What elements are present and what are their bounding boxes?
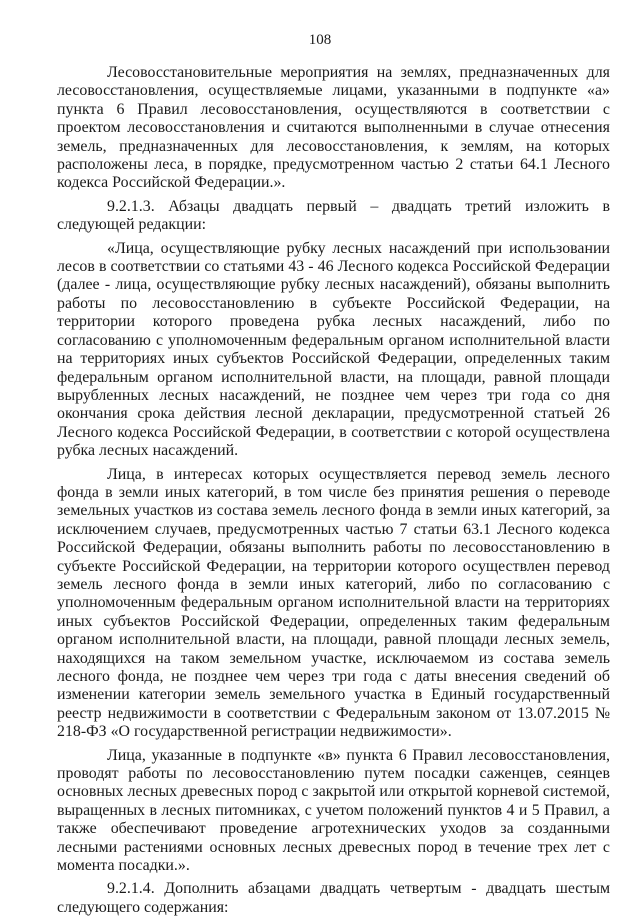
document-body	[57, 64, 610, 917]
page-number: 108	[308, 32, 332, 48]
paragraph-planting-works: Лица, указанные в подпункте «в» пункта 6 Правил лесовосстановления, проводят работы по лесовосстановлению путем посадки саженцев, сеянцев основных лесных древесных пород с закрытой или открытой корневой системой, выращенных в лесных питомниках, с учетом положений пунктов 4 и 5 Правил, а также обеспечивают проведение агротехнических уходов за созданными лесными растениями основных лесных древесных пород в течение трех лет с момента посадки.».	[57, 746, 610, 875]
paragraph-clause-9-2-1-4: 9.2.1.4. Дополнить абзацами двадцать четвертым - двадцать шестым следующего содержания:	[57, 880, 610, 916]
paragraph-logging-persons: «Лица, осуществляющие рубку лесных насаждений при использовании лесов в соответствии со статьями 43 - 46 Лесного кодекса Российской Федерации (далее - лица, осуществляющие рубку лесных насаждений), обязаны выполнить работы по лесовосстановлению в субъекте Российской Федерации, на территории которого проведена рубка лесных насаждений, либо по согласованию с уполномоченным федеральным органом исполнительной власти на территориях иных субъектов Российской Федерации, определенных таким федеральным органом исполнительной власти, на площади, равной площади вырубленных лесных насаждений, не позднее чем через три года со дня окончания срока действия лесной декларации, предусмотренной статьей 26 Лесного кодекса Российской Федерации, в соответствии с которой осуществлена рубка лесных насаждений.	[57, 239, 610, 460]
paragraph-land-transfer-persons: Лица, в интересах которых осуществляется перевод земель лесного фонда в земли иных категорий, в том числе без принятия решения о переводе земельных участков из состава земель лесного фонда в земли иных категорий, за исключением случаев, предусмотренных частью 7 статьи 63.1 Лесного кодекса Российской Федерации, обязаны выполнить работы по лесовосстановлению в субъекте Российской Федерации, на территории которого осуществлен перевод земель лесного фонда в земли иных категорий, либо по согласованию с уполномоченным федеральным органом исполнительной власти на территориях иных субъектов Российской Федерации, определенных таким федеральным органом исполнительной власти, на площади, равной площади лесных земель, находящихся на таком земельном участке, исключаемом из состава земель лесного фонда, не позднее чем через три года с даты внесения сведений об изменении категории земель земельного участка в Единый государственный реестр недвижимости в соответствии с Федеральным законом от 13.07.2015 № 218-ФЗ «О государственной регистрации недвижимости».	[57, 465, 610, 741]
paragraph-reforestation-measures: Лесовосстановительные мероприятия на землях, предназначенных для лесовосстановления, осуществляемые лицами, указанными в подпункте «а» пункта 6 Правил лесовосстановления, осуществляются в соответствии с проектом лесовосстановления и считаются выполненными в случае отнесения земель, предназначенных для лесовосстановления, к землям, на которых расположены леса, в порядке, предусмотренном частью 2 статьи 64.1 Лесного кодекса Российской Федерации.».	[57, 64, 610, 192]
paragraph-clause-9-2-1-3: 9.2.1.3. Абзацы двадцать первый – двадцать третий изложить в следующей редакции:	[57, 197, 610, 234]
